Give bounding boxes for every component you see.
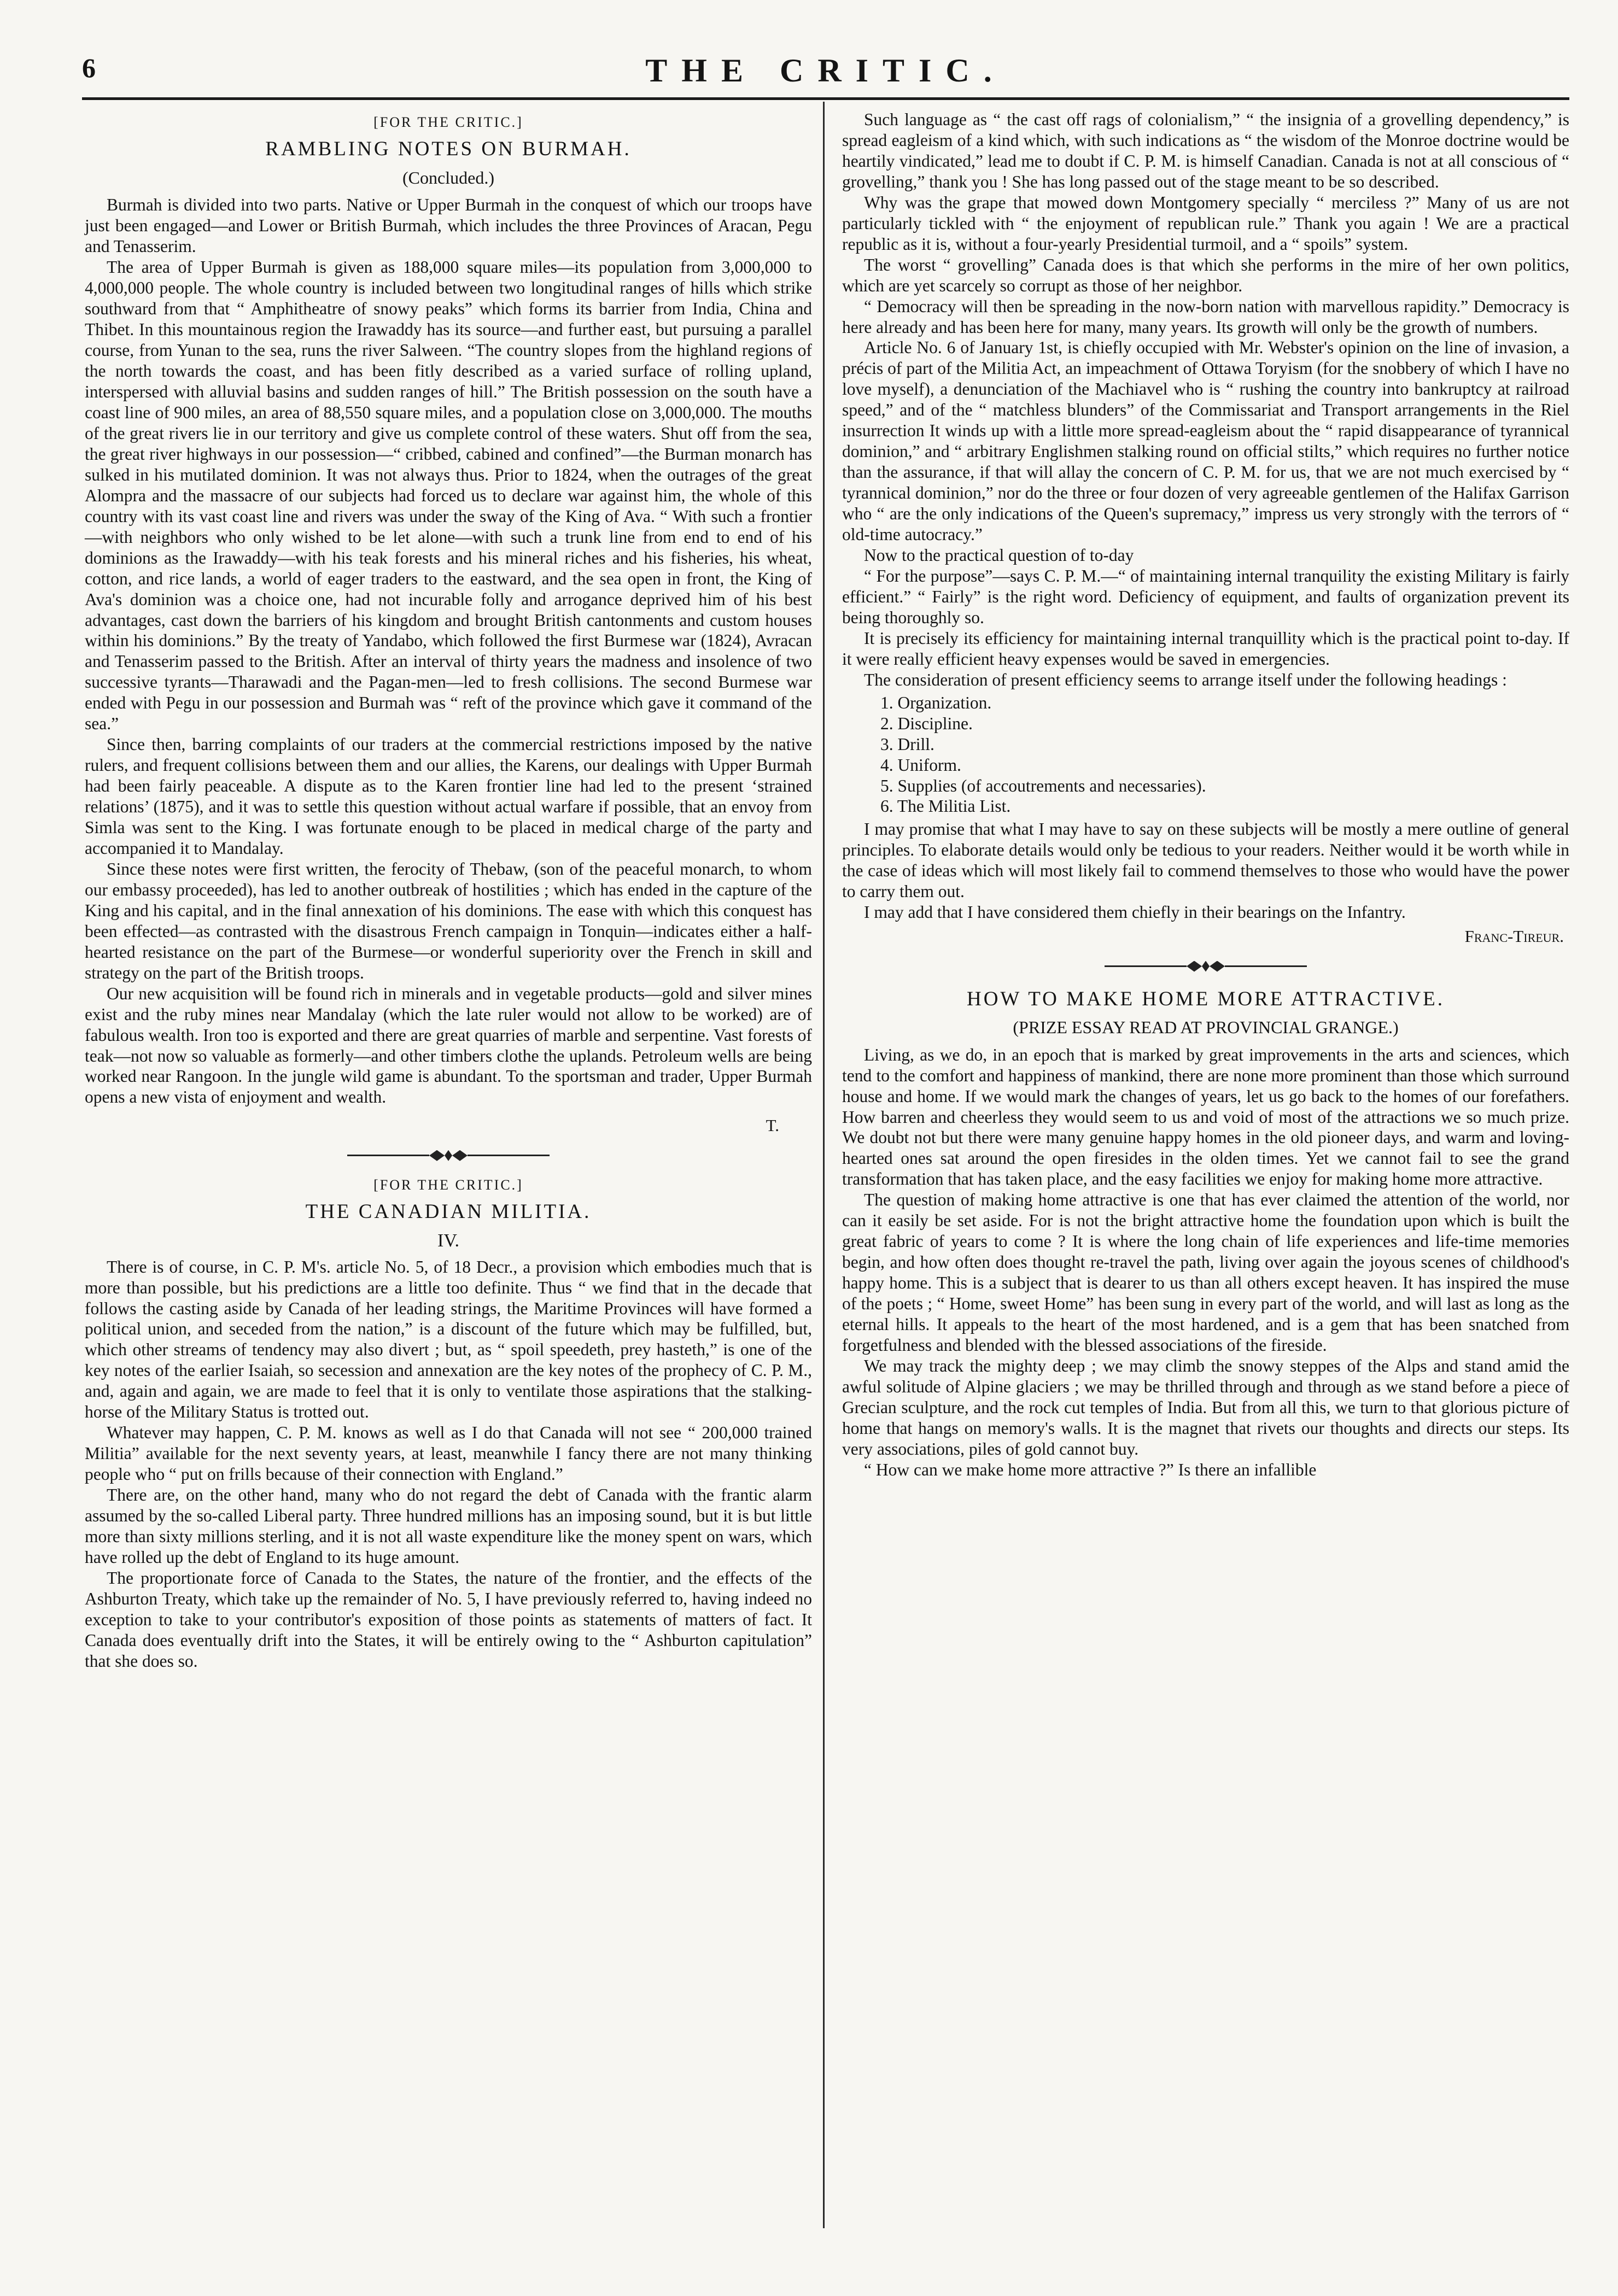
article-title: RAMBLING NOTES ON BURMAH. xyxy=(265,138,632,161)
paragraph: Burmah is divided into two parts. Native or Upper Burmah in the conquest of which our troops have just been engaged—and Lower or British Burmah, which includes the three Provinces of Aracan, Pegu and Tenasserim. xyxy=(85,195,812,256)
divider-line xyxy=(468,1155,550,1156)
paragraph: The worst “ grovelling” Canada does is that which she performs in the mire of her own politics, which are yet scarcely so corrupt as those of her neighbor. xyxy=(842,255,1569,295)
article-signature: T. xyxy=(766,1116,779,1135)
article-subtitle: (PRIZE ESSAY READ AT PROVINCIAL GRANGE.) xyxy=(1013,1017,1399,1038)
divider-ornament xyxy=(1187,961,1225,972)
paragraph: Article No. 6 of January 1st, is chiefly occupied with Mr. Webster's opinion on the line of invasion, a précis of part of the Militia Act, an impeachment of Ottawa Toryism (for the snobbery of which I have no love myself), a denunciation of the Machiavel who is “ rushing the country into bankruptcy at railroad speed,” and of the “ matchless blunders” of the Commissariat and Transport arrangements in the Riel insurrection It winds up with a little more spread-eagleism about the “ rapid disappearance of tyrannical dominion,” and “ arbitrary Englishmen stalking round on official stilts,” which requires no further notice than the assurance, if that will allay the concern of C. P. M. for us, that we are not much exercised by “ tyrannical dominion,” nor do the three or four dozen of very agreeable gentlemen of the Halifax Garrison who “ are the only indications of the Queen's supremacy,” impress us very strongly with the terrors of “ old-time autocracy.” xyxy=(842,338,1569,544)
divider-ornament xyxy=(429,1150,468,1161)
article-subtitle: (Concluded.) xyxy=(402,167,494,188)
paragraph: “ How can we make home more attractive ?” Is there an infallible xyxy=(864,1460,1317,1479)
list-item: 6. The Militia List. xyxy=(880,796,1011,816)
paragraph: Now to the practical question of to-day xyxy=(864,546,1134,565)
divider-line xyxy=(347,1155,429,1156)
paragraph: Why was the grape that mowed down Montgomery specially “ merciless ?” Many of us are not particularly tickled with “ the enjoyment of republican rule.” Thank you again ! We are a practical republic as it is, without a four-yearly Presidential turmoil, and a “ spoils” system. xyxy=(842,192,1569,254)
list-item: 2. Discipline. xyxy=(880,713,973,733)
masthead xyxy=(82,52,1569,95)
left-column xyxy=(85,109,812,1672)
paragraph: I may add that I have considered them chiefly in their bearings on the Infantry. xyxy=(864,903,1406,922)
article-signature: Franc-Tireur. xyxy=(1464,927,1564,946)
paragraph: The proportionate force of Canada to the States, the nature of the frontier, and the effects of the Ashburton Treaty, which take up the remainder of No. 5, I have previously referred to, having indeed no exception to take to your contributor's exposition of those points as statements of matters of fact. It Canada does eventually drift into the States, it will be entirely owing to the “ Ashburton capitulation” that she does so. xyxy=(85,1568,812,1671)
divider-line xyxy=(1225,965,1307,967)
header-rule xyxy=(82,97,1569,100)
list-item: 3. Drill. xyxy=(880,734,934,754)
article-rambling-notes xyxy=(85,114,812,1136)
paragraph: Living, as we do, in an epoch that is marked by great improvements in the arts and sciences, which tend to the comfort and happiness of mankind, there are none more prominent than those which surround house and home. If we would mark the changes of years, let us go back to the homes of our forefathers. How barren and cheerless they would seem to us and void of most of the attractions we so much prize. We doubt not but there were many genuine happy homes in the old pioneer days, and warm and loving-hearted ones sat around the open firesides in the olden times. Yet we cannot fail to see the grand transformation that has taken place, and the easy facilities we enjoy for making home more attractive. xyxy=(842,1045,1569,1189)
article-canadian-militia xyxy=(85,1176,812,1672)
paragraph: Since then, barring complaints of our traders at the commercial restrictions imposed by the native rulers, and frequent collisions between them and our allies, the Karens, our dealings with Upper Burmah had been fairly peaceable. A dispute as to the Karen frontier line had led to the present ‘strained relations’ (1875), and it was to settle this question without actual warfare if possible, that an envoy from Simla was sent to the King. I was fortunate enough to be placed in medical charge of the party and accompanied it to Mandalay. xyxy=(85,735,812,858)
right-column xyxy=(842,109,1569,1480)
paragraph: I may promise that what I may have to say on these subjects will be mostly a mere outline of general principles. To elaborate details would only be tedious to your readers. Neither would it be worth while in the case of ideas which will most likely fail to commend themselves to those who would have the power to carry them out. xyxy=(842,819,1569,901)
article-kicker: [FOR THE CRITIC.] xyxy=(373,114,523,130)
article-kicker: [FOR THE CRITIC.] xyxy=(373,1176,523,1193)
paragraph: Such language as “ the cast off rags of colonialism,” “ the insignia of a grovelling dependency,” is spread eagleism of a kind which, with such indications as “ the wisdom of the Monroe doctrine would be heartily vindicated,” lead me to doubt if C. P. M. is himself Canadian. Canada is not at all conscious of “ grovelling,” thank you ! She has long passed out of the stage meant to be so described. xyxy=(842,110,1569,191)
article-home-attractive xyxy=(842,987,1569,1480)
page-number: 6 xyxy=(82,52,96,83)
paragraph: The question of making home attractive is one that has ever claimed the attention of the world, nor can it easily be set aside. For is not the bright attractive home the foundation upon which is built the great fabric of years to come ? It is where the long chain of life experiences and life-time memories begin, and how often does thought re-travel the path, living over again the joyous scenes of childhood's happy home. This is a subject that is dearer to us than all others except heaven. It has inspired the muse of the poets ; “ Home, sweet Home” has been sung in every part of the world, and will last as long as the eternal hills. It appeals to the heart of the most hardened, and is a gem that has been snatched from forgetfulness and blended with the blessed associations of the fireside. xyxy=(842,1190,1569,1355)
paragraph: “ Democracy will then be spreading in the now-born nation with marvellous rapidity.” Democracy is here already and has been here for many, many years. Its growth will only be the growth of numbers. xyxy=(842,296,1569,337)
paper-title: THE CRITIC. xyxy=(645,52,1006,89)
section-divider xyxy=(842,961,1569,972)
paragraph: Our new acquisition will be found rich in minerals and in vegetable products—gold and silver mines exist and the ruby mines near Mandalay (which the late ruler would not allow to be worked) are of fabulous wealth. Iron too is exported and there are great quarries of marble and serpentine. Vast forests of teak—not now so valuable as formerly—and other timbers clothe the uplands. Petroleum wells are being worked near Rangoon. In the jungle wild game is abundant. To the sportsman and trader, Upper Burmah opens a new vista of enjoyment and wealth. xyxy=(85,983,812,1107)
section-divider xyxy=(85,1150,812,1161)
list-item: 5. Supplies (of accoutrements and necessaries). xyxy=(880,776,1206,795)
paragraph: Whatever may happen, C. P. M. knows as well as I do that Canada will not see “ 200,000 trained Militia” available for the next seventy years, at least, meanwhile I fancy there are not many thinking people who “ put on frills because of their connection with England.” xyxy=(85,1423,812,1484)
paragraph: The consideration of present efficiency seems to arrange itself under the following headings : xyxy=(864,670,1507,689)
list-item: 4. Uniform. xyxy=(880,755,961,775)
paragraph: There is of course, in C. P. M's. article No. 5, of 18 Decr., a provision which embodies much that is more than possible, but his predictions are a little too definite. Thus “ we find that in the decade that follows the casting aside by Canada of her leading strings, the Maritime Provinces will have formed a political union, and seceded from the nation,” is a discount of the future which may be fulfilled, but, which other streams of tendency may also divert ; but, as “ spoil speedeth, prey hasteth,” is one of the key notes of the earlier Isaiah, so secession and annexation are the key notes of the prophecy of C. P. M., and, again and again, we are made to feel that it is only to ventilate those aspirations that the stalking-horse of the Military Status is trotted out. xyxy=(85,1257,812,1422)
article-part-number: IV. xyxy=(437,1230,459,1251)
article-canadian-militia-continued xyxy=(842,109,1569,947)
paragraph: We may track the mighty deep ; we may climb the snowy steppes of the Alps and stand amid the awful solitude of Alpine glaciers ; we may be thrilled through and through as we stand before a piece of Grecian sculpture, and the rock cut temples of India. But from all this, we turn to that glorious picture of home that hangs on memory's walls. It is the magnet that rivets our thoughts and directs our steps. Its very associations, piles of gold cannot buy. xyxy=(842,1356,1569,1459)
list-item: 1. Organization. xyxy=(880,693,992,712)
paragraph: Since these notes were first written, the ferocity of Thebaw, (son of the peaceful monarch, to whom our embassy proceeded), has led to another outbreak of hostilities ; which has ended in the capture of the King and his capital, and in the final annexation of his dominions. The ease with which this conquest has been effected—as contrasted with the disastrous French campaign in Tonquin—indicates either a half-hearted resistance on the part of the Burmese—or wonderful superiority over the French in skill and strategy on the part of the British troops. xyxy=(85,859,812,982)
paragraph: “ For the purpose”—says C. P. M.—“ of maintaining internal tranquility the existing Military is fairly efficient.” “ Fairly” is the right word. Deficiency of equipment, and faults of organization prevent its being thoroughly so. xyxy=(842,566,1569,627)
headings-list xyxy=(880,693,1569,817)
paragraph: It is precisely its efficiency for maintaining internal tranquillity which is the practical point to-day. If it were really efficient heavy expenses would be saved in emergencies. xyxy=(842,628,1569,669)
paragraph: There are, on the other hand, many who do not regard the debt of Canada with the frantic alarm assumed by the so-called Liberal party. Three hundred millions has an imposing sound, but it is but little more than sixty millions sterling, and it is not all waste expenditure like the money spent on wars, which have rolled up the debt of England to its huge amount. xyxy=(85,1485,812,1567)
divider-line xyxy=(1105,965,1187,967)
paragraph: The area of Upper Burmah is given as 188,000 square miles—its population from 3,000,000 to 4,000,000 people. The whole country is included between two longitudinal ranges of hills which strike southward from that “ Amphitheatre of snowy peaks” which forms its barrier from India, China and Thibet. In this mountainous region the Irawaddy has its source—and further east, but pursuing a parallel course, from Yunan to the sea, runs the river Salween. “The country slopes from the highland regions of the north towards the coast, and has been fitly described as a varied surface of rolling upland, interspersed with alluvial basins and sudden ranges of hill.” The British possession on the south have a coast line of 900 miles, an area of 88,550 square miles, and a population close on 3,000,000. The mouths of the great rivers lie in our territory and give us complete control of these waters. Shut off from the sea, the great river highways in our possession—“ cribbed, cabined and confined”—the Burman monarch has sulked in his mutilated dominion. It was not always thus. Prior to 1824, when the outrages of the great Alompra and the massacre of our subjects had forced us to declare war against him, the whole of this country with its vast coast line and rivers was under the sway of the King of Ava. “ With such a frontier—with neighbors who only wished to be let alone—with such a trunk line from end to end of his dominions as the Irawaddy—with his teak forests and his mineral riches and his fisheries, his wheat, cotton, and rice lands, a world of eager traders to the eastward, and the sea open in front, the King of Ava's dominion was a choice one, had not incurable folly and arrogance deprived him of his best advantages, cast down the barriers of his kingdom and brought British cantonments and custom houses within his dominions.” By the treaty of Yandabo, which followed the first Burmese war (1824), Avracan and Tenasserim passed to the British. After an interval of thirty years the madness and insolence of two successive tyrants—Tharawadi and the Pagan-men—led to fresh collisions. The second Burmese war ended with Pegu in our possession and Burmah was “ reft of the province which gave it command of the sea.” xyxy=(85,257,812,734)
article-title: THE CANADIAN MILITIA. xyxy=(305,1200,592,1223)
article-title: HOW TO MAKE HOME MORE ATTRACTIVE. xyxy=(966,987,1445,1010)
column-rule xyxy=(823,102,825,2228)
